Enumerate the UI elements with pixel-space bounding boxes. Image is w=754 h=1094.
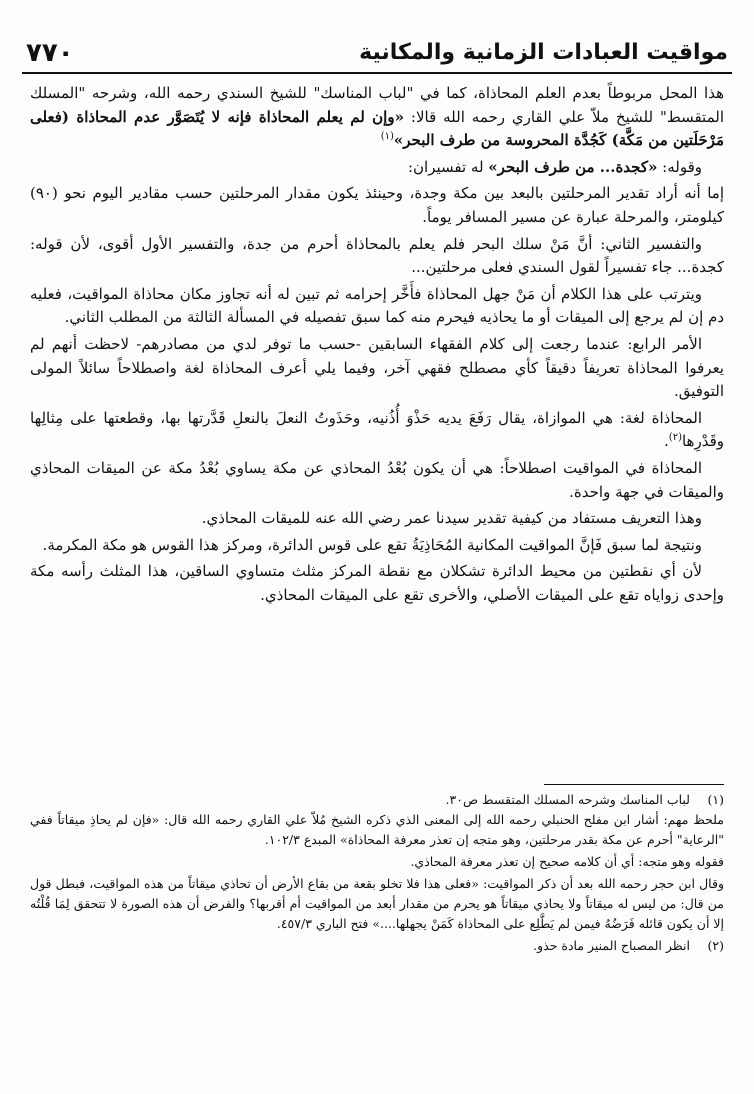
paragraph-2: وقوله: «كجدة... من طرف البحر» له تفسيران: [407,157,702,176]
footnote-1-number: (١) [707,792,724,807]
page-header [26,28,728,72]
footnotes [30,790,724,956]
paragraph-1: هذا المحل مربوطاً بعدم العلم المحاذاة، كما في "لباب المناسك" للشيخ السندي رحمه الله، وشرحه "المسلك المتقسط" للشيخ ملاّ علي القاري رحمه الله قالا: «وإن لم يعلم المحاذاة فإنه لا يُتَصَوَّر عدم المحاذاة (فعلى مَرْحَلَتين من مَكَّة) كَجُدَّة المحروسة من طرف البحر»$^{(١)}$ [30,84,724,150]
header-rule [22,72,732,74]
paragraph-5: ويترتب على هذا الكلام أن مَنْ جهل المحاذاة فأَخَّر إحرامه ثم تبين له أنه تجاوز مكان محاذاة المواقيت، فعليه دم إن لم يرجع إلى الميقات أو ما يحاذيه فيحرم منه كما سبق تفصيله في المسألة الثالثة من المطلب الثاني. [30,284,724,327]
paragraph-11: لأن أي نقطتين من محيط الدائرة تشكلان مع نقطة المركز مثلث متساوي الساقين، هذا المثلث رأسه مكة وإحدى زواياه تقع على الميقات الأصلي، والأخرى تقع على الميقات المحاذي. [30,562,724,604]
footnote-note-1: ملحظ مهم: أشار ابن مفلح الحنبلي رحمه الله إلى المعنى الذي ذكره الشيخ مُلاّ علي القاري رحمه الله قال: «فإن لم يحاذِ ميقاتاً ففي "الرعاية" أحرم عن مكة بقدر مرحلتين، وهو متجه إن تعذر معرفة المحاذاة» المبدع ١٠٢/٣. [30,812,724,847]
paragraph-7: المحاذاة لغة: هي الموازاة، يقال رَفَعَ يديه حَذْوَ أُذُنيه، وحَذَوتُ النعلَ بالنعلِ قَدَّرتها بها، وقطعتها على مِثالِها وقَدْرِها$^{(٢)}$. [30,408,724,451]
footnote-2-text: انظر المصباح المنير مادة حذو. [533,938,690,953]
paragraph-8: المحاذاة في المواقيت اصطلاحاً: هي أن يكون بُعْدُ المحاذي عن مكة يساوي بُعْدُ مكة عن الميقات المحاذي والميقات في جهة واحدة. [30,458,724,501]
footnote-1 [30,790,724,810]
footnote-2-number: (٢) [707,938,724,953]
paragraph-4: والتفسير الثاني: أنَّ مَنْ سلك البحر فلم يعلم بالمحاذاة أحرم من جدة، والتفسير الأول أقوى، لأن قوله: كجدة... جاء تفسيراً لقول السندي فعلى مرحلتين... [30,234,724,277]
footnote-note-3: وقال ابن حجر رحمه الله بعد أن ذكر المواقيت: «فعلى هذا فلا تخلو بقعة من بقاع الأرض أن تحاذي ميقاتاً من هذه المواقيت، فبطل قول من قال: من ليس له ميقاتاً ولا يحاذي ميقاتاً هو يحرم من مقدار أبعد من المواقيت أم أقربها؟ والفرض أن هذه الصورة لا تتحقق لِمَا قُلْتُه إلا أن يكون قائله فَرَضُهُ فيمن لم يَطَّلِع على المحاذاة كَمَنْ يجهلها....» فتح الباري ٤٥٧/٣. [30,876,724,931]
footnote-ref-2[interactable]: (٢) [668,432,682,444]
footnote-ref-1[interactable]: (١) [380,131,394,143]
paragraph-3: إما أنه أراد تقدير المرحلتين بالبعد بين مكة وجدة، وحينئذ يكون مقدار المرحلتين حسب مقادير اليوم نحو (٩٠) كيلومتر، والمرحلة عبارة عن مسير المسافر يوماً. [30,184,724,226]
paragraph-9: وهذا التعريف مستفاد من كيفية تقدير سيدنا عمر رضي الله عنه للميقات المحاذي. [201,509,702,528]
quote-bold-2: «كجدة... من طرف البحر» [488,157,658,176]
main-text [30,82,724,610]
paragraph-6: الأمر الرابع: عندما رجعت إلى كلام الفقهاء السابقين -حسب ما توفر لدي من مصادرهم- لاحظت أنهم لم يعرفوا المحاذاة تعريفاً دقيقاً كأي مصطلح فقهي آخر، وفيما يلي أعرف المحاذاة لغة واصطلاحاً سائلاً المولى التوفيق. [30,334,724,401]
page-number: ٧٧٠ [26,38,74,68]
footnote-2 [30,936,724,956]
footnote-separator [544,784,724,785]
paragraph-10: ونتيجة لما سبق فَإنَّ المواقيت المكانية المُحَاذِيَةُ تقع على قوس الدائرة، ومركز هذا القوس هو مكة المكرمة. [42,535,702,554]
footnote-note-2: فقوله وهو متجه: أي أن كلامه صحيح إن تعذر معرفة المحاذي. [410,854,724,869]
running-title: مواقيت العبادات الزمانية والمكانية [359,40,728,65]
quote-bold: «وإن لم يعلم المحاذاة فإنه لا يُتَصَوَّر عدم المحاذاة (فعلى مَرْحَلَتين من مَكَّة) كَجُدَّة المحروسة من طرف البحر» [30,107,724,150]
footnote-1-text: لباب المناسك وشرحه المسلك المتقسط ص٣٠. [445,792,690,807]
